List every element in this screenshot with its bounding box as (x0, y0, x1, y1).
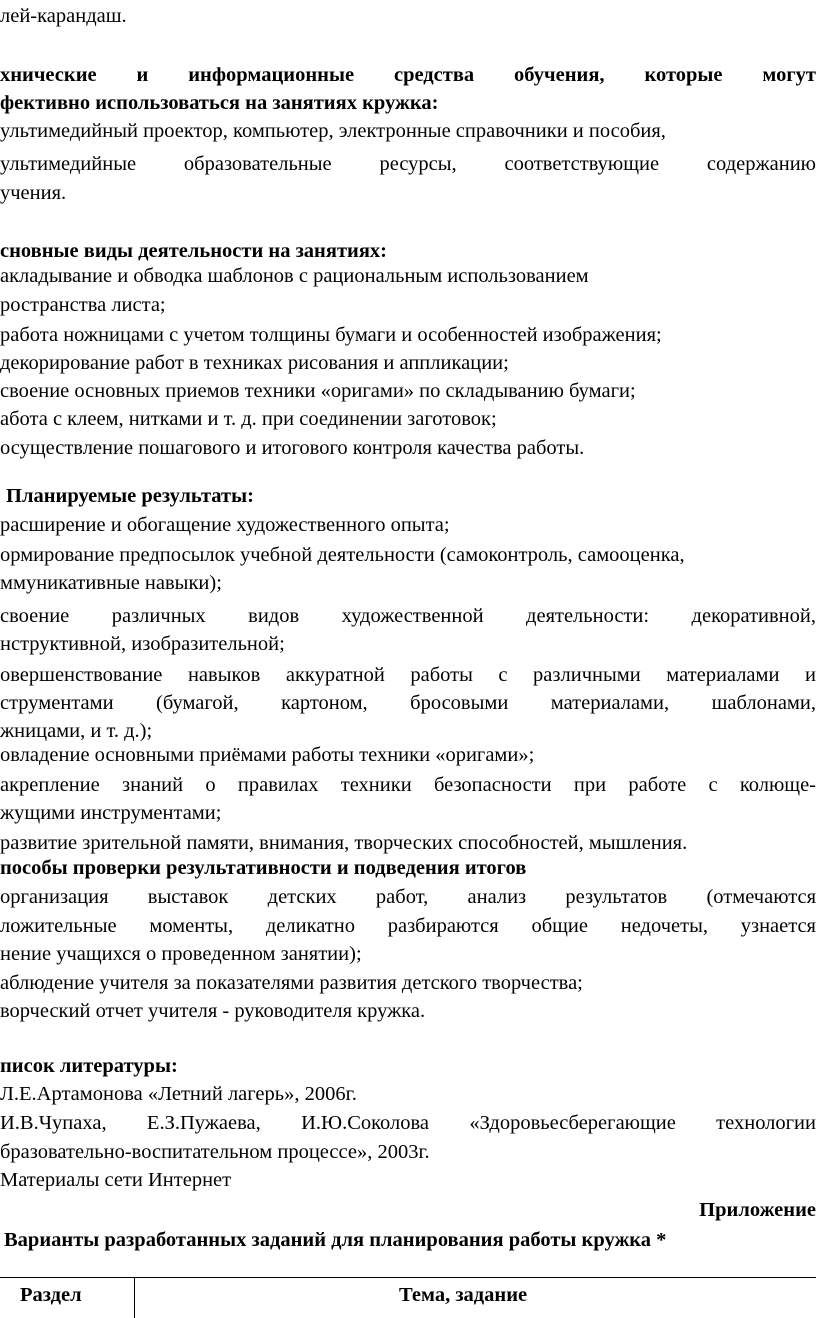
list-item: расширение и обогащение художественного опыта; (0, 514, 450, 536)
list-item: работа ножницами с учетом толщины бумаги и особенностей изображения; (0, 324, 662, 346)
reference-item: бразовательно-воспитательном процессе», 2003г. (0, 1141, 430, 1163)
section-heading: Планируемые результаты: (6, 485, 254, 507)
list-item: струментами (бумагой, картоном, бросовыми материалами, шаблонами, (0, 692, 816, 714)
list-item: осуществление пошагового и итогового контроля качества работы. (0, 437, 585, 459)
list-item: своение различных видов художественной деятельности: декоративной, (0, 605, 816, 627)
appendix-label: Приложение (699, 1199, 816, 1221)
list-item: ормирование предпосылок учебной деятельности (самоконтроль, самооценка, (0, 544, 685, 566)
list-item: абота с клеем, нитками и т. д. при соединении заготовок; (0, 408, 497, 430)
text-line: ультимедийные образовательные ресурсы, соответствующие содержанию (0, 153, 816, 175)
list-item: ространства листа; (0, 294, 166, 316)
list-item: ложительные моменты, деликатно разбираются общие недочеты, узнается (0, 915, 816, 937)
list-item: ммуникативные навыки); (0, 572, 222, 594)
list-item: организация выставок детских работ, анализ результатов (отмечаются (0, 886, 816, 908)
section-heading: фективно использоваться на занятиях кружка: (0, 92, 439, 114)
table-header-cell (0, 1278, 135, 1318)
section-heading: писок литературы: (0, 1055, 178, 1077)
list-item: овершенствование навыков аккуратной работы с различными материалами и (0, 664, 816, 686)
list-item: жущими инструментами; (0, 802, 222, 824)
reference-item: И.В.Чупаха, Е.З.Пужаева, И.Ю.Соколова «Здоровьесберегающие технологии (0, 1112, 816, 1134)
table-header-topic: Тема, задание (399, 1284, 528, 1306)
text-line: учения. (0, 182, 67, 204)
list-item: овладение основными приёмами работы техники «оригами»; (0, 744, 535, 766)
table-header-section: Раздел (20, 1284, 82, 1306)
list-item: нение учащихся о проведенном занятии); (0, 943, 362, 965)
list-item: акладывание и обводка шаблонов с рациональным использованием (0, 265, 589, 287)
section-heading: пособы проверки результативности и подведения итогов (0, 857, 527, 879)
list-item: жницами, и т. д.); (0, 720, 153, 742)
text-line: лей-карандаш. (0, 5, 127, 27)
list-item: развитие зрительной памяти, внимания, творческих способностей, мышления. (0, 832, 688, 854)
table-header-cell (136, 1278, 816, 1318)
list-item: нструктивной, изобразительной; (0, 633, 285, 655)
list-item: своение основных приемов техники «оригами» по складыванию бумаги; (0, 380, 636, 402)
tasks-table (0, 1277, 816, 1318)
section-heading: хнические и информационные средства обучения, которые могут (0, 64, 816, 86)
list-item: акрепление знаний о правилах техники безопасности при работе с колюще- (0, 774, 816, 796)
section-heading: сновные виды деятельности на занятиях: (0, 240, 388, 262)
list-item: аблюдение учителя за показателями развития детского творчества; (0, 972, 583, 994)
reference-item: Л.Е.Артамонова «Летний лагерь», 2006г. (0, 1083, 357, 1105)
reference-item: Материалы сети Интернет (0, 1169, 232, 1191)
list-item: декорирование работ в техниках рисования и аппликации; (0, 352, 509, 374)
appendix-title: Варианты разработанных заданий для планирования работы кружка * (4, 1229, 667, 1251)
list-item: ворческий отчет учителя - руководителя кружка. (0, 1000, 426, 1022)
text-line: ультимедийный проектор, компьютер, электронные справочники и пособия, (0, 120, 666, 142)
